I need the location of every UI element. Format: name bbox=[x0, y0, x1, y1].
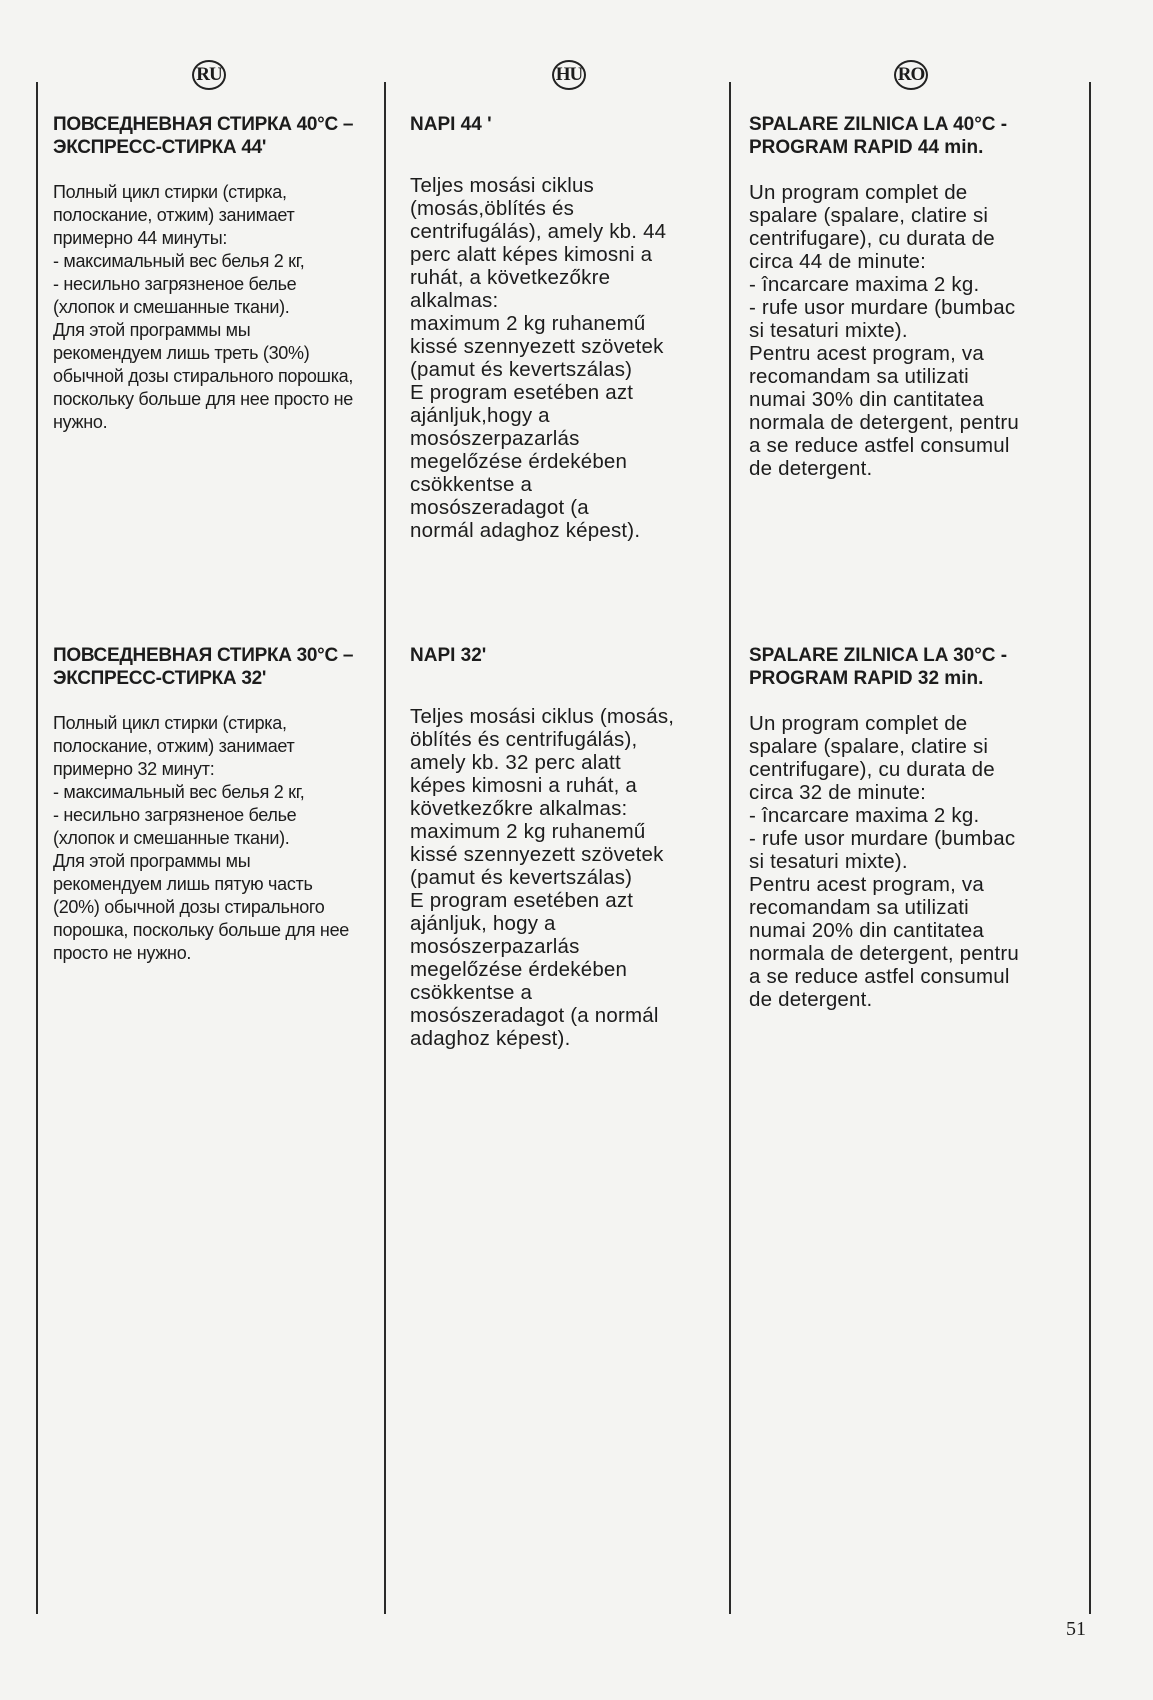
column-divider-mid-2 bbox=[729, 82, 731, 1614]
column-divider-mid-1 bbox=[384, 82, 386, 1614]
language-badge-ro: RO bbox=[894, 60, 928, 90]
ru-section-30 bbox=[53, 644, 378, 965]
ru-body-40: Полный цикл стирки (стирка, полоскание, отжим) занимает примерно 44 минуты: - максимальный вес белья 2 кг, - несильно загрязненое белье (хлопок и смешанные ткани). Для этой программы мы рекомендуем лишь треть (30%) обычной дозы стирального порошка, поскольку больше для нее просто не нужно. bbox=[53, 182, 354, 432]
ro-heading-30: SPALARE ZILNICA LA 30°C - PROGRAM RAPID 32 min. bbox=[749, 645, 1008, 689]
ru-body-30: Полный цикл стирки (стирка, полоскание, отжим) занимает примерно 32 минут: - максимальный вес белья 2 кг, - несильно загрязненое белье (хлопок и смешанные ткани). Для этой программы мы рекомендуем лишь пятую часть (20%) обычной дозы стирального порошка, поскольку больше для нее просто не нужно. bbox=[53, 713, 349, 963]
ro-section-40 bbox=[749, 113, 1084, 480]
language-badge-ru: RU bbox=[192, 60, 226, 90]
hu-section-44 bbox=[410, 113, 725, 542]
ru-heading-30: ПОВСЕДНЕВНАЯ СТИРКА 30°C – ЭКСПРЕСС-СТИРКА 32' bbox=[53, 645, 354, 689]
hu-body-32: Teljes mosási ciklus (mosás, öblítés és centrifugálás), amely kb. 32 perc alatt képes kimosni a ruhát, a következőkre alkalmas: maximum 2 kg ruhanemű kissé szennyezett szövetek (pamut és kevertszálas) E program esetében azt ajánljuk, hogy a mosószerpazarlás megelőzése érdekében csökkentse a mosószeradagot (a normál adaghoz képest). bbox=[410, 705, 675, 1050]
hu-body-44: Teljes mosási ciklus (mosás,öblítés és centrifugálás), amely kb. 44 perc alatt képes kimosni a ruhát, a következőkre alkalmas: maximum 2 kg ruhanemű kissé szennyezett szövetek (pamut és kevertszálas) E program esetében azt ajánljuk,hogy a mosószerpazarlás megelőzése érdekében csökkentse a mosószeradagot (a normál adaghoz képest). bbox=[410, 174, 667, 542]
ro-body-30: Un program complet de spalare (spalare, clatire si centrifugare), cu durata de circa 32 de minute: - încarcare maxima 2 kg. - rufe usor murdare (bumbac si tesaturi mixte). Pentru acest program, va recomandam sa utilizati numai 20% din cantitatea normala de detergent, pentru a se reduce astfel consumul de detergent. bbox=[749, 712, 1019, 1011]
hu-heading-32: NAPI 32' bbox=[410, 645, 487, 666]
column-divider-right bbox=[1089, 82, 1091, 1614]
page-number: 51 bbox=[1066, 1618, 1086, 1640]
ru-heading-40: ПОВСЕДНЕВНАЯ СТИРКА 40°C – ЭКСПРЕСС-СТИРКА 44' bbox=[53, 114, 354, 158]
ru-section-40 bbox=[53, 113, 378, 434]
ro-body-40: Un program complet de spalare (spalare, clatire si centrifugare), cu durata de circa 44 de minute: - încarcare maxima 2 kg. - rufe usor murdare (bumbac si tesaturi mixte). Pentru acest program, va recomandam sa utilizati numai 30% din cantitatea normala de detergent, pentru a se reduce astfel consumul de detergent. bbox=[749, 181, 1019, 480]
hu-section-32 bbox=[410, 644, 725, 1050]
hu-heading-44: NAPI 44 ' bbox=[410, 114, 492, 135]
ro-section-30 bbox=[749, 644, 1084, 1011]
ro-heading-40: SPALARE ZILNICA LA 40°C - PROGRAM RAPID 44 min. bbox=[749, 114, 1008, 158]
column-divider-left bbox=[36, 82, 38, 1614]
language-badge-hu: HU bbox=[552, 60, 586, 90]
